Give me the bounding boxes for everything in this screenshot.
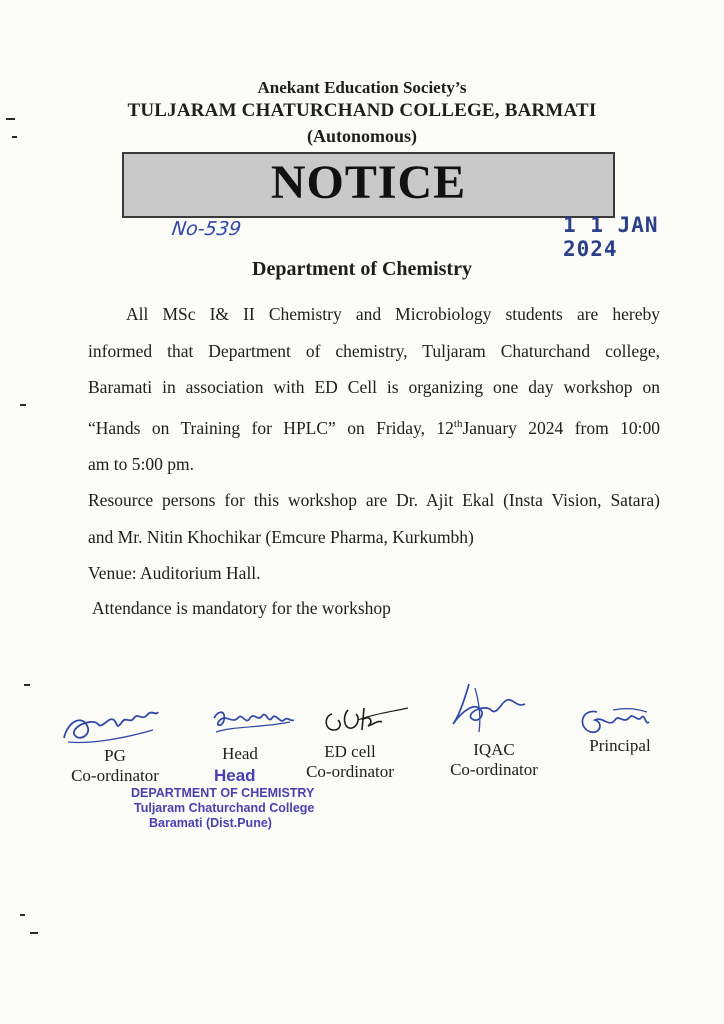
notice-body bbox=[88, 296, 660, 592]
attendance-note: Attendance is mandatory for the workshop bbox=[92, 598, 391, 618]
college-name: TULJARAM CHATURCHAND COLLEGE, BARMATI bbox=[127, 100, 597, 121]
notice-banner bbox=[122, 152, 615, 218]
department-heading: Department of Chemistry bbox=[252, 258, 472, 280]
signatory-title: IQAC bbox=[473, 740, 515, 759]
signatory-title: PG bbox=[104, 746, 126, 765]
scan-mark bbox=[30, 932, 38, 934]
signatory-pg bbox=[60, 746, 170, 786]
body-line: Resource persons for this workshop are Dr. Ajit Ekal (Insta Vision, Satara) bbox=[88, 490, 660, 511]
ed-cell-signature bbox=[318, 700, 418, 740]
pg-coordinator-signature bbox=[58, 700, 168, 750]
scan-mark bbox=[24, 684, 30, 686]
body-line: Baramati in association with ED Cell is organizing one day workshop on bbox=[88, 377, 660, 397]
body-line: All MSc I& II Chemistry and Microbiology students are hereby bbox=[126, 304, 660, 324]
signatory-ed-cell bbox=[292, 742, 408, 782]
signatory-iqac bbox=[436, 740, 552, 780]
autonomous-label: (Autonomous) bbox=[306, 126, 417, 146]
signatory-title: Head bbox=[222, 744, 258, 763]
signatory-head bbox=[205, 744, 275, 764]
iqac-signature bbox=[445, 680, 535, 740]
signatory-title: Principal bbox=[589, 736, 651, 755]
body-text-part: “Hands on Training for HPLC” on Friday, 12 bbox=[88, 417, 454, 438]
body-line: am to 5:00 pm. bbox=[88, 453, 194, 474]
signatory-role: Co-ordinator bbox=[71, 766, 159, 785]
ordinal-suffix: th bbox=[453, 417, 463, 430]
stamp-line: Baramati (Dist.Pune) bbox=[149, 816, 272, 830]
signatory-principal bbox=[580, 736, 660, 756]
notice-title: NOTICE bbox=[270, 156, 467, 209]
stamp-line: Tuljaram Chaturchand College bbox=[134, 801, 315, 815]
head-signature bbox=[210, 704, 310, 744]
reference-number: No-539 bbox=[170, 218, 243, 240]
scan-mark bbox=[12, 136, 17, 138]
signatory-role: Co-ordinator bbox=[450, 760, 538, 779]
date-stamp: 1 1 JAN 2024 bbox=[563, 213, 659, 261]
scan-mark bbox=[6, 118, 15, 120]
signatory-role: Co-ordinator bbox=[306, 762, 394, 781]
head-stamp: Head bbox=[214, 766, 256, 785]
venue-line: Venue: Auditorium Hall. bbox=[88, 563, 261, 584]
body-line-workshop bbox=[88, 406, 660, 446]
department-stamp bbox=[131, 786, 314, 831]
body-text-part: January 2024 from 10:00 bbox=[462, 417, 660, 438]
signatory-title: ED cell bbox=[324, 742, 376, 761]
stamp-line: DEPARTMENT OF CHEMISTRY bbox=[131, 786, 315, 800]
scan-mark bbox=[20, 404, 26, 406]
body-line: and Mr. Nitin Khochikar (Emcure Pharma, Kurkumbh) bbox=[88, 526, 474, 547]
scan-mark bbox=[20, 914, 25, 916]
body-line: informed that Department of chemistry, Tuljaram Chaturchand college, bbox=[88, 340, 660, 361]
society-name: Anekant Education Society’s bbox=[257, 78, 467, 97]
